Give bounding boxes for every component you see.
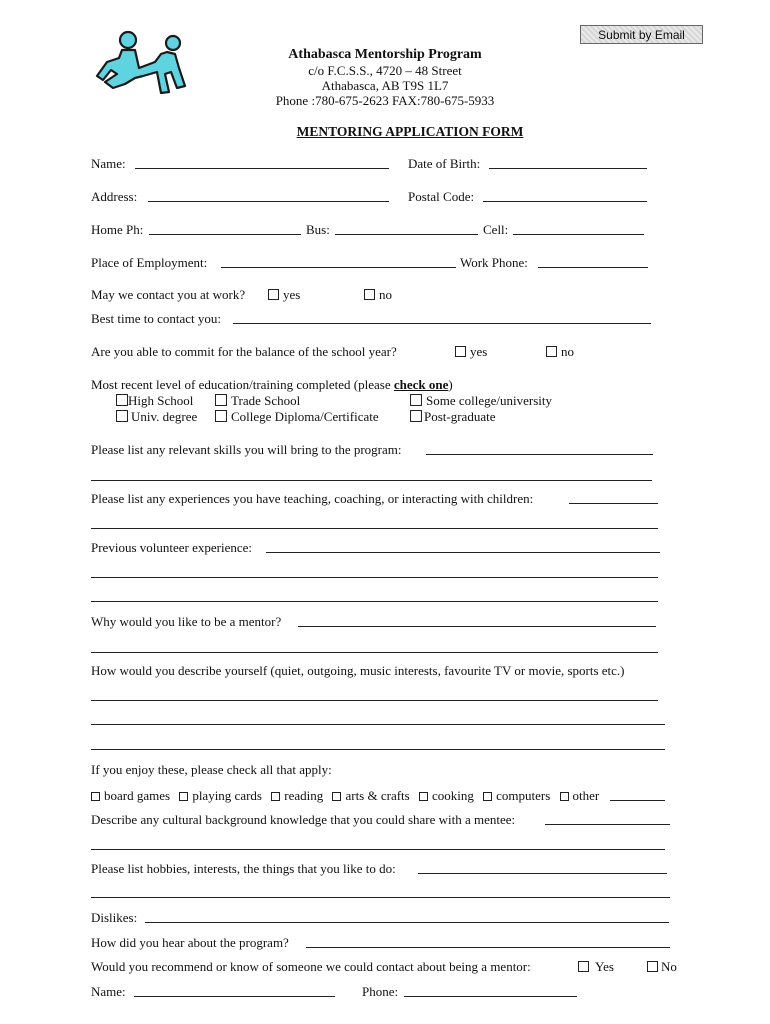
commit-label: Are you able to commit for the balance of the school year? <box>91 344 397 359</box>
recommend-yes[interactable]: Yes <box>578 959 614 975</box>
reference-phone-field[interactable] <box>404 996 577 997</box>
dob-label: Date of Birth: <box>408 156 481 171</box>
bus-phone-field[interactable] <box>335 234 478 235</box>
checkbox-icon[interactable] <box>364 289 375 300</box>
skills-label: Please list any relevant skills you will bring to the program: <box>91 442 402 457</box>
checkbox-icon[interactable] <box>116 394 128 406</box>
edu-some-college[interactable]: Some college/university <box>410 393 552 409</box>
reference-phone-label: Phone: <box>362 984 399 999</box>
work-phone-label: Work Phone: <box>460 255 528 270</box>
checkbox-icon[interactable] <box>410 410 422 422</box>
employment-field[interactable] <box>221 267 456 268</box>
cell-label: Cell: <box>483 222 509 237</box>
employment-label: Place of Employment: <box>91 255 208 270</box>
checkbox-icon[interactable] <box>215 410 227 422</box>
edu-univ-degree[interactable]: Univ. degree <box>116 409 197 425</box>
describe-field-line3[interactable] <box>91 749 665 750</box>
edu-trade-school[interactable]: Trade School <box>215 393 300 409</box>
skills-field[interactable] <box>426 454 653 455</box>
activity-cooking[interactable]: cooking <box>419 788 474 803</box>
checkbox-icon[interactable] <box>560 792 569 801</box>
activity-other[interactable]: other <box>560 788 600 803</box>
postal-code-field[interactable] <box>483 201 647 202</box>
submit-by-email-button[interactable]: Submit by Email <box>580 25 703 44</box>
dislikes-field[interactable] <box>145 922 669 923</box>
contact-work-yes[interactable]: yes <box>268 287 300 303</box>
work-phone-field[interactable] <box>538 267 648 268</box>
checkbox-icon[interactable] <box>91 792 100 801</box>
experiences-field-line2[interactable] <box>91 528 658 529</box>
dob-field[interactable] <box>489 168 647 169</box>
volunteer-field[interactable] <box>266 552 660 553</box>
checkbox-icon[interactable] <box>271 792 280 801</box>
postal-code-label: Postal Code: <box>408 189 475 204</box>
checkbox-icon[interactable] <box>419 792 428 801</box>
checkbox-icon[interactable] <box>578 961 589 972</box>
best-time-label: Best time to contact you: <box>91 311 221 326</box>
contact-work-no[interactable]: no <box>364 287 392 303</box>
org-address-line2: Athabasca, AB T9S 1L7 <box>321 78 449 93</box>
describe-field-line1[interactable] <box>91 700 658 701</box>
hobbies-field[interactable] <box>418 873 667 874</box>
cell-field[interactable] <box>513 234 644 235</box>
checkbox-icon[interactable] <box>483 792 492 801</box>
describe-label: How would you describe yourself (quiet, outgoing, music interests, favourite TV or movie, sports etc.) <box>91 663 625 678</box>
org-title: Athabasca Mentorship Program <box>288 47 482 62</box>
cultural-label: Describe any cultural background knowledge that you could share with a mentee: <box>91 812 516 827</box>
recommend-label: Would you recommend or know of someone we could contact about being a mentor: <box>91 959 531 974</box>
hobbies-label: Please list hobbies, interests, the things that you like to do: <box>91 861 396 876</box>
checkbox-icon[interactable] <box>455 346 466 357</box>
home-phone-field[interactable] <box>149 234 301 235</box>
volunteer-field-line2[interactable] <box>91 577 658 578</box>
checkbox-icon[interactable] <box>332 792 341 801</box>
education-label: Most recent level of education/training completed (please check one) <box>91 377 453 392</box>
activity-board-games[interactable]: board games <box>91 788 170 803</box>
checkbox-icon[interactable] <box>116 410 128 422</box>
checkbox-icon[interactable] <box>179 792 188 801</box>
org-phone: Phone :780-675-2623 FAX:780-675-5933 <box>275 93 495 108</box>
skills-field-line2[interactable] <box>91 480 652 481</box>
dislikes-label: Dislikes: <box>91 910 138 925</box>
edu-college-diploma[interactable]: College Diploma/Certificate <box>215 409 379 425</box>
experiences-field[interactable] <box>569 503 658 504</box>
hear-about-label: How did you hear about the program? <box>91 935 289 950</box>
edu-high-school[interactable]: High School <box>116 393 193 409</box>
bus-phone-label: Bus: <box>306 222 330 237</box>
checkbox-icon[interactable] <box>215 394 227 406</box>
checkbox-icon[interactable] <box>647 961 658 972</box>
describe-field-line2[interactable] <box>91 724 665 725</box>
volunteer-field-line3[interactable] <box>91 601 658 602</box>
why-mentor-field[interactable] <box>298 626 656 627</box>
home-phone-label: Home Ph: <box>91 222 144 237</box>
best-time-field[interactable] <box>233 323 651 324</box>
activity-reading[interactable]: reading <box>271 788 323 803</box>
activities-row <box>91 788 599 804</box>
hear-about-field[interactable] <box>306 947 670 948</box>
volunteer-label: Previous volunteer experience: <box>91 540 252 555</box>
checkbox-icon[interactable] <box>546 346 557 357</box>
contact-work-label: May we contact you at work? <box>91 287 246 302</box>
edu-post-graduate[interactable]: Post-graduate <box>410 409 495 425</box>
activity-playing-cards[interactable]: playing cards <box>179 788 262 803</box>
name-field[interactable] <box>135 168 389 169</box>
experiences-label: Please list any experiences you have teaching, coaching, or interacting with children: <box>91 491 534 506</box>
cultural-field[interactable] <box>545 824 670 825</box>
form-title: MENTORING APPLICATION FORM <box>296 124 524 139</box>
reference-name-label: Name: <box>91 984 126 999</box>
reference-name-field[interactable] <box>134 996 335 997</box>
activity-arts-crafts[interactable]: arts & crafts <box>332 788 409 803</box>
recommend-no[interactable]: No <box>647 959 677 975</box>
org-address-line1: c/o F.C.S.S., 4720 – 48 Street <box>308 63 462 78</box>
why-mentor-field-line2[interactable] <box>91 652 658 653</box>
mentorship-logo <box>95 28 195 98</box>
other-activity-field[interactable] <box>610 800 665 801</box>
enjoy-label: If you enjoy these, please check all that apply: <box>91 762 332 777</box>
cultural-field-line2[interactable] <box>91 849 665 850</box>
name-label: Name: <box>91 156 126 171</box>
commit-no[interactable]: no <box>546 344 574 360</box>
why-mentor-label: Why would you like to be a mentor? <box>91 614 282 629</box>
commit-yes[interactable]: yes <box>455 344 487 360</box>
address-field[interactable] <box>148 201 389 202</box>
address-label: Address: <box>91 189 138 204</box>
hobbies-field-line2[interactable] <box>91 897 670 898</box>
checkbox-icon[interactable] <box>268 289 279 300</box>
activity-computers[interactable]: computers <box>483 788 550 803</box>
checkbox-icon[interactable] <box>410 394 422 406</box>
